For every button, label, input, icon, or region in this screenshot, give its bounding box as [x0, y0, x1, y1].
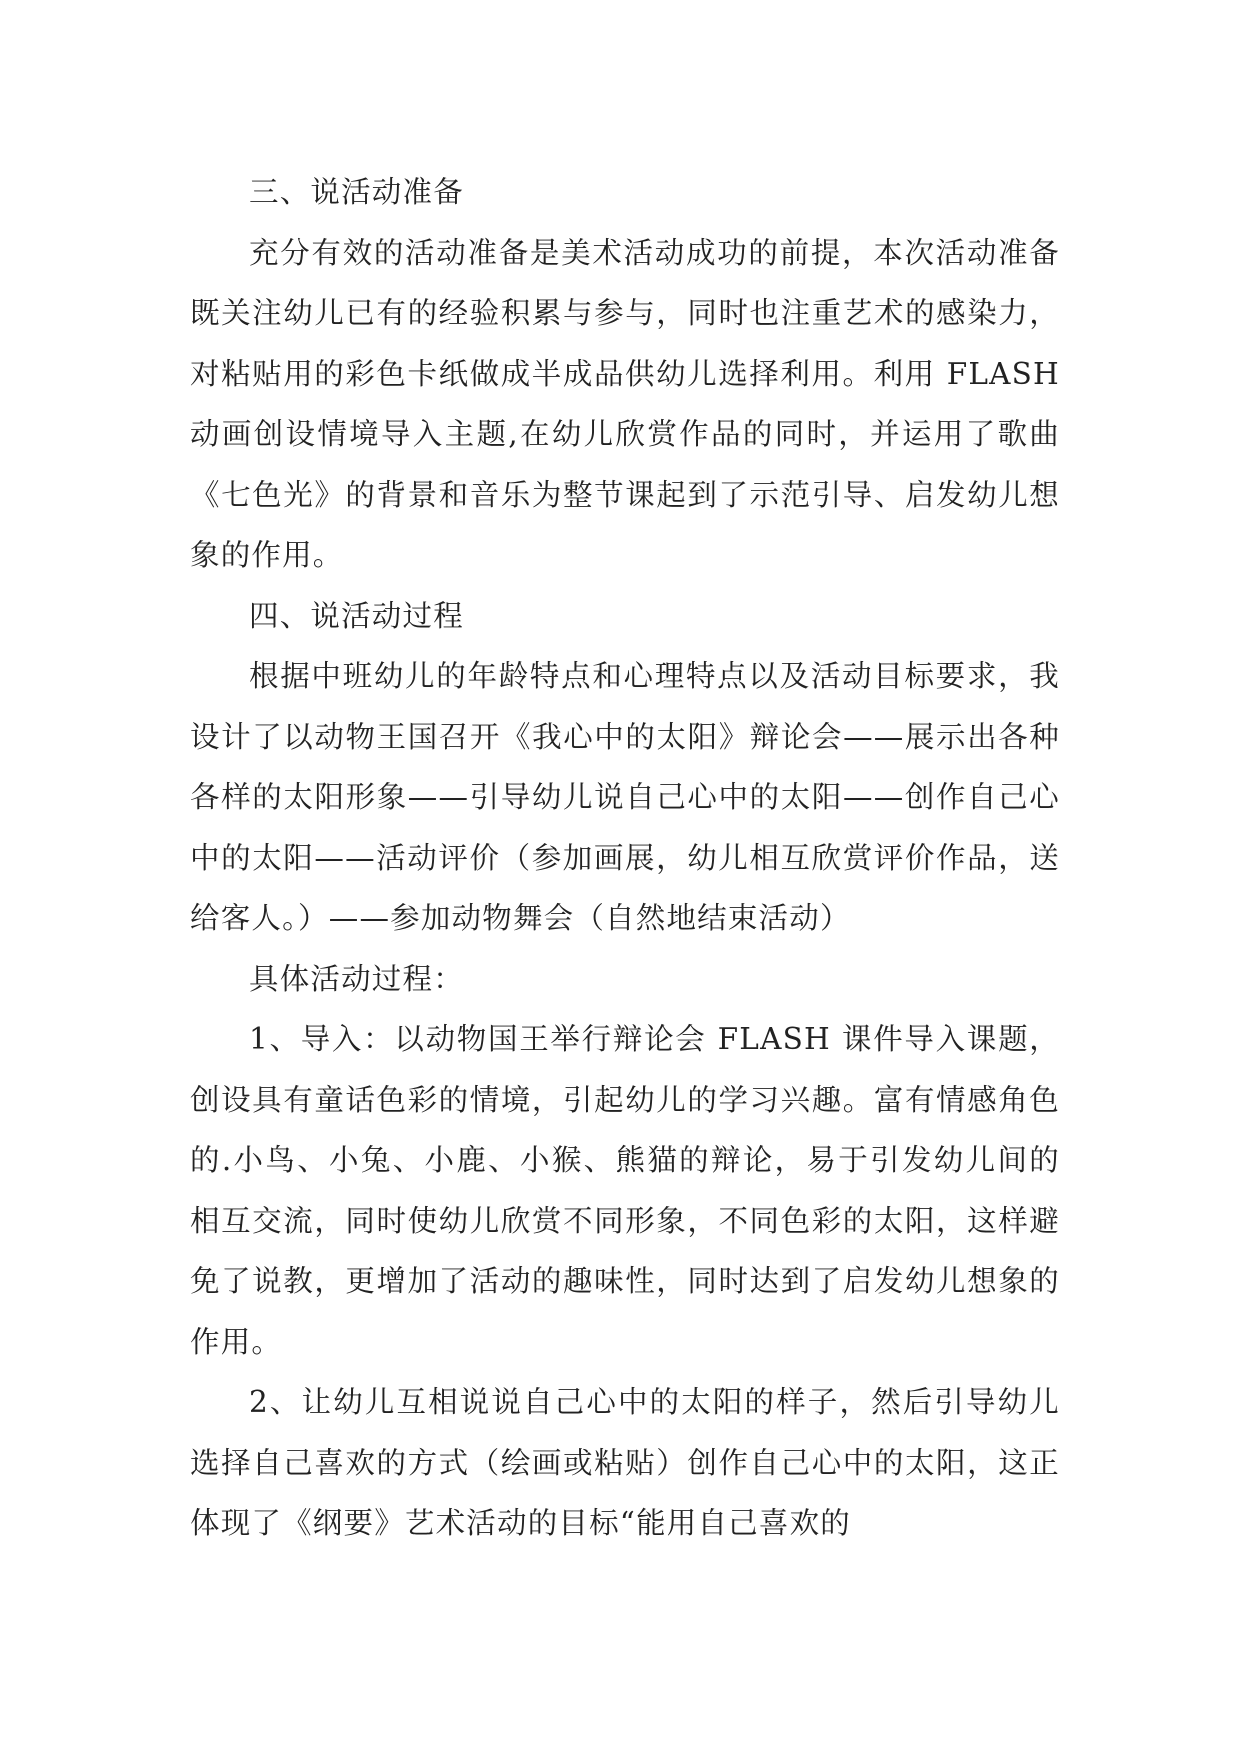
section-heading-process: 四、说活动过程 — [249, 598, 464, 633]
paragraph-preparation: 充分有效的活动准备是美术活动成功的前提，本次活动准备既关注幼儿已有的经验积累与参与，同时也注重艺术的感染力，对粘贴用的彩色卡纸做成半成品供幼儿选择利用。利用 FLASH 动画创设情境导入主题,在幼儿欣赏作品的同时，并运用了歌曲《七色光》的背景和音乐为整节课起到了示范引导、启发幼儿想象的作用。 — [190, 235, 1060, 572]
section-heading-preparation: 三、说活动准备 — [249, 175, 464, 209]
paragraph-step-2: 2、让幼儿互相说说自己心中的太阳的样子，然后引导幼儿选择自己喜欢的方式（绘画或粘贴）创作自己心中的太阳，这正体现了《纲要》艺术活动的目标“能用自己喜欢的 — [190, 1385, 1060, 1540]
paragraph-process-intro: 具体活动过程： — [249, 961, 464, 996]
document-body — [190, 162, 1060, 1554]
paragraph-process-design: 根据中班幼儿的年龄特点和心理特点以及活动目标要求，我设计了以动物王国召开《我心中的太阳》辩论会——展示出各种各样的太阳形象——引导幼儿说自己心中的太阳——创作自己心中的太阳——活动评价（参加画展，幼儿相互欣赏评价作品，送给客人。）——参加动物舞会（自然地结束活动） — [190, 659, 1060, 935]
paragraph-step-1: 1、导入：以动物国王举行辩论会 FLASH 课件导入课题，创设具有童话色彩的情境，引起幼儿的学习兴趣。富有情感角色的.小鸟、小兔、小鹿、小猴、熊猫的辩论，易于引发幼儿间的相互交流，同时使幼儿欣赏不同形象，不同色彩的太阳，这样避免了说教，更增加了活动的趣味性，同时达到了启发幼儿想象的作用。 — [190, 1022, 1060, 1359]
